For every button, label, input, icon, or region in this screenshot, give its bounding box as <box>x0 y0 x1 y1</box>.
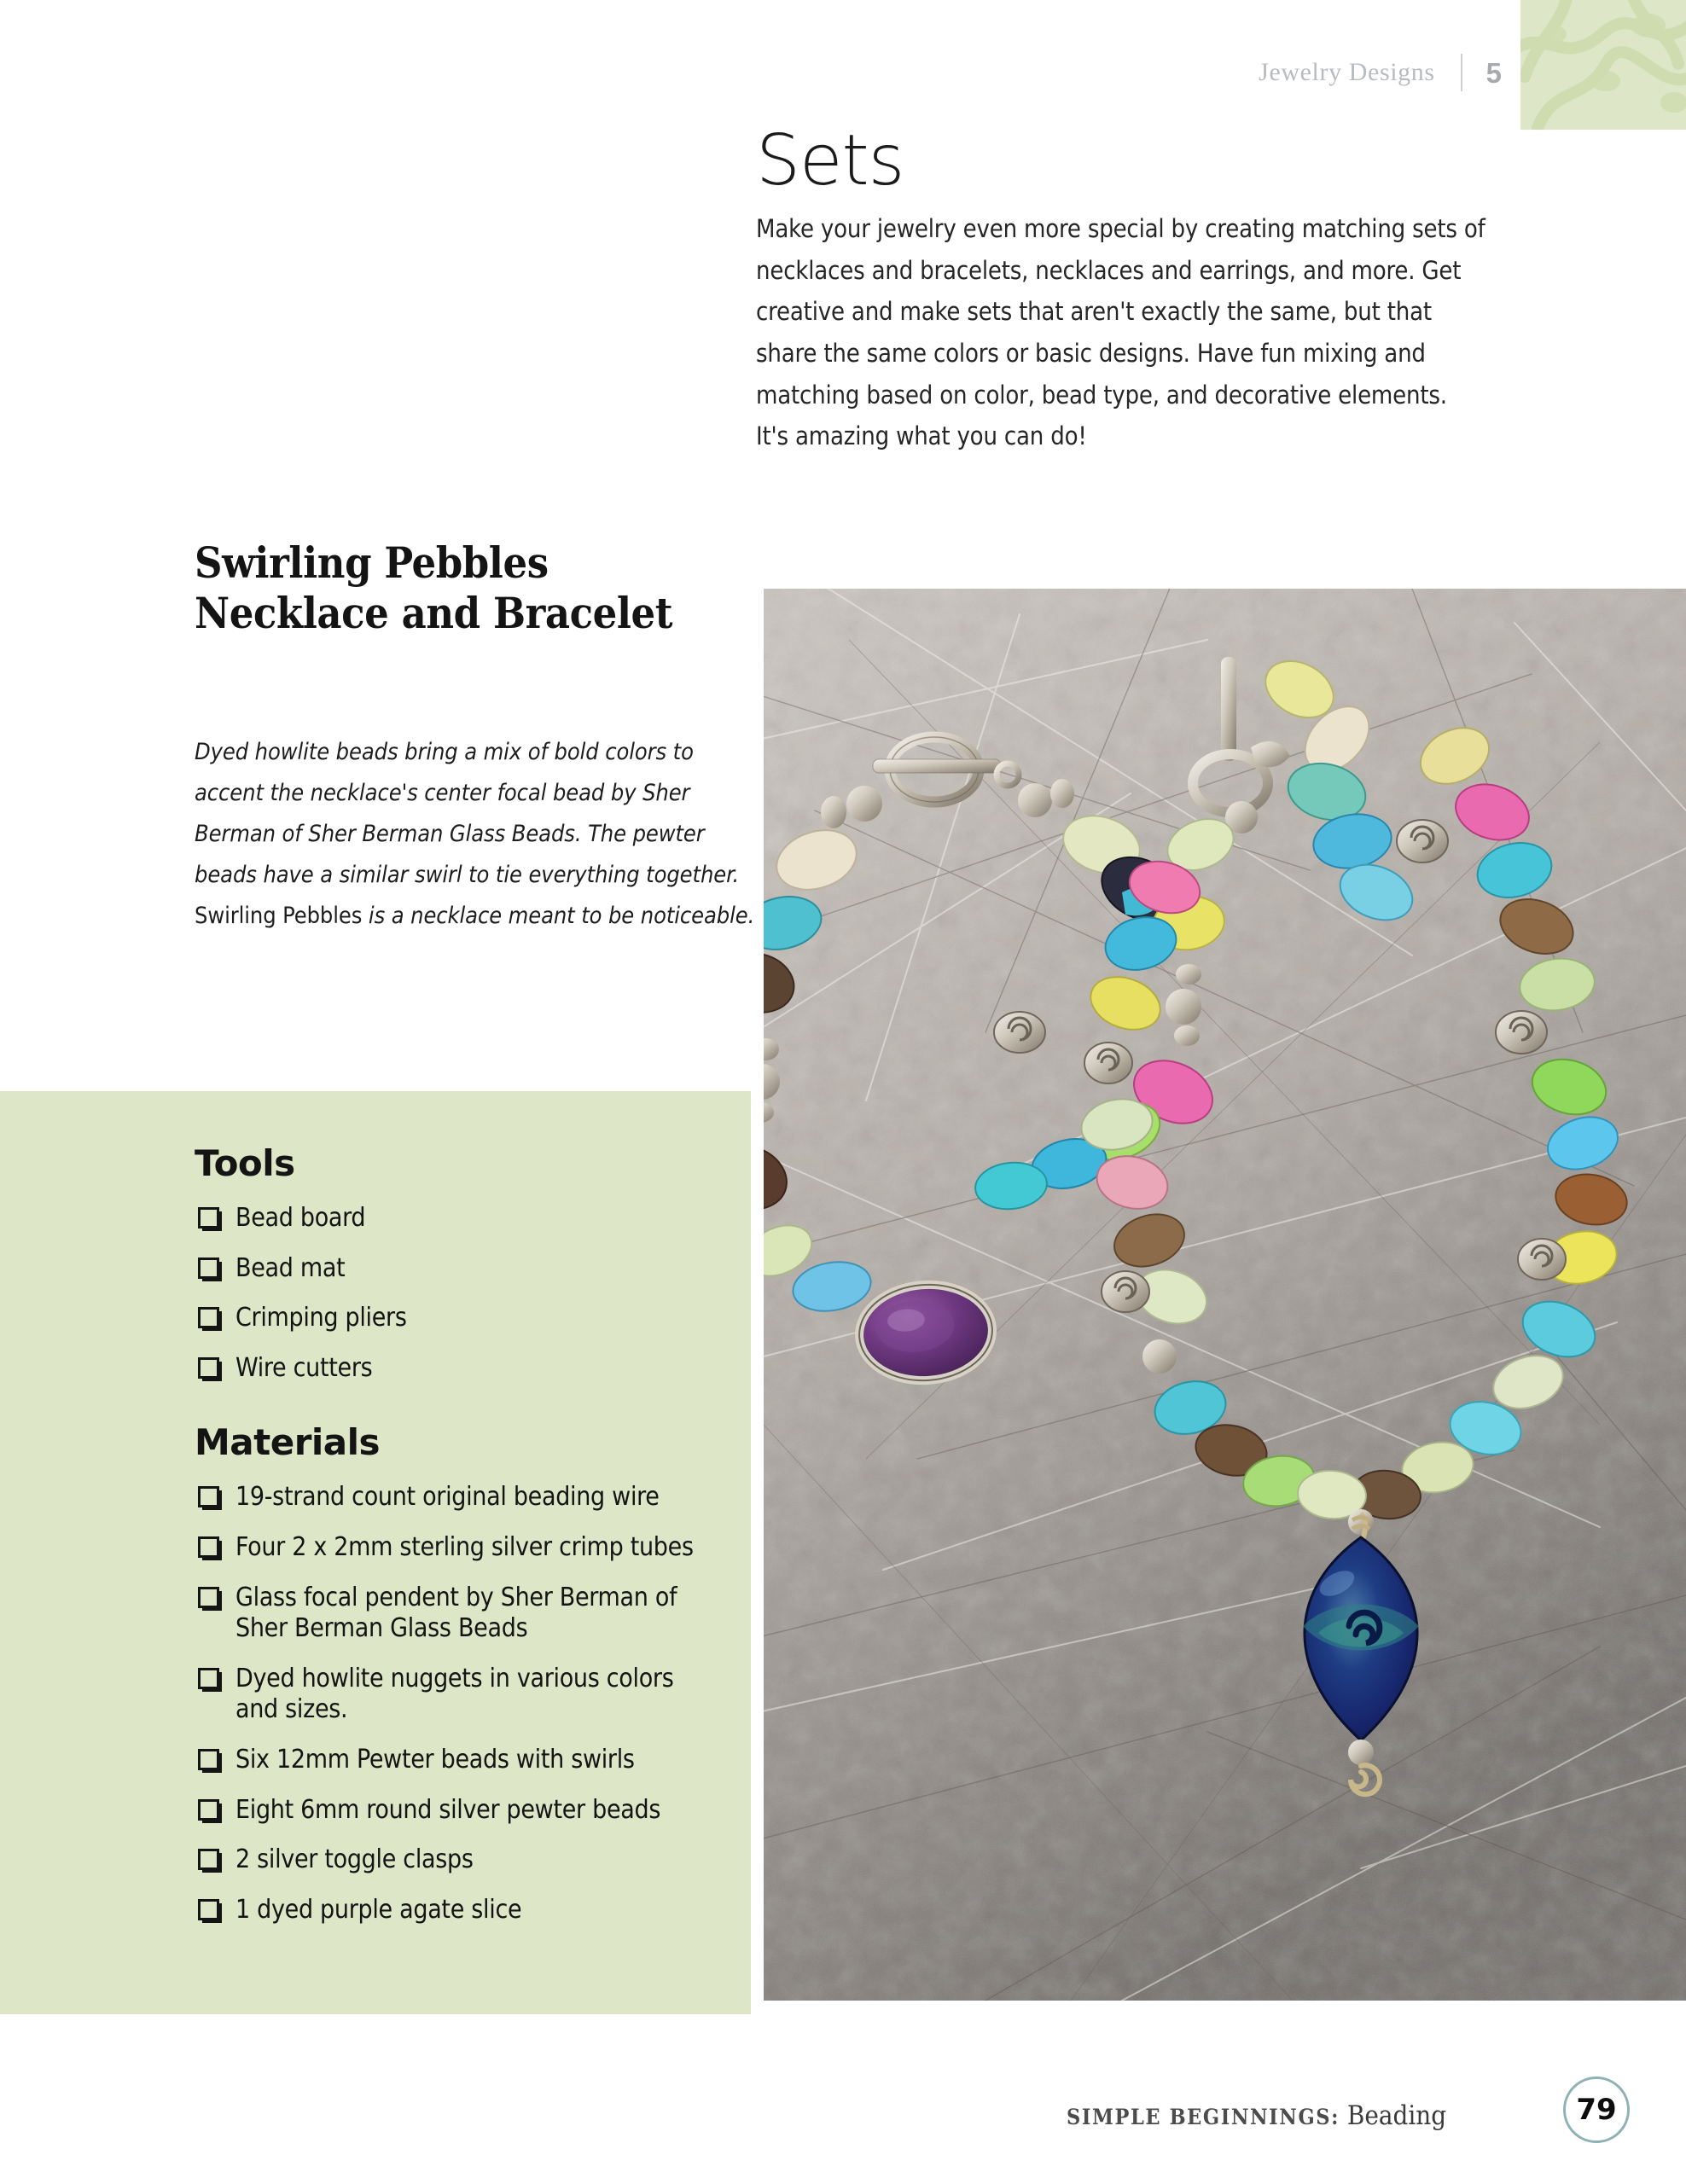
material-label: Six 12mm Pewter beads with swirls <box>235 1744 635 1774</box>
supplies-panel <box>0 1091 751 2014</box>
project-description-name: Swirling Pebbles <box>195 903 363 930</box>
checkbox-icon[interactable] <box>198 1799 219 1821</box>
project-description <box>195 732 758 937</box>
tool-label: Wire cutters <box>235 1352 373 1383</box>
list-item <box>195 1482 700 1513</box>
project-photo <box>764 589 1686 2001</box>
tool-label: Bead board <box>235 1203 366 1233</box>
list-item <box>195 1303 700 1334</box>
project-title <box>195 537 741 638</box>
list-item <box>195 1895 700 1926</box>
material-label: 2 silver toggle clasps <box>235 1844 474 1875</box>
checkbox-icon[interactable] <box>198 1486 219 1507</box>
material-label: 19-strand count original beading wire <box>235 1482 660 1513</box>
project-description-part-2: is a necklace meant to be noticeable. <box>362 903 755 930</box>
checkbox-icon[interactable] <box>198 1587 219 1608</box>
materials-list <box>195 1482 700 1926</box>
material-label: Eight 6mm round silver pewter beads <box>235 1794 661 1825</box>
material-label: Dyed howlite nuggets in various colors and sizes. <box>235 1663 674 1725</box>
tools-list <box>195 1203 700 1384</box>
running-header-divider <box>1461 54 1462 91</box>
corner-decorative-swatch <box>1520 0 1686 130</box>
checkbox-icon[interactable] <box>198 1536 219 1558</box>
tools-heading: Tools <box>195 1142 295 1184</box>
page-number: 79 <box>1576 2093 1617 2127</box>
section-intro-paragraph: Make your jewelry even more special by creating matching sets of necklaces and bracelets, necklaces and earrings, and more. Get creative and make sets that aren't exactly the same, but that share the same colors or basic designs. Have fun mixing and matching based on color, bead type, and decorative elements. It's amazing what you can do! <box>756 213 1485 451</box>
list-item <box>195 1795 700 1827</box>
page-number-badge <box>1563 2077 1630 2143</box>
list-item <box>195 1664 700 1726</box>
footer-series-title: Beading <box>1340 2100 1447 2131</box>
list-item <box>195 1353 700 1385</box>
checkbox-icon[interactable] <box>198 1668 219 1689</box>
material-label: Glass focal pendent by Sher Berman of Sher Berman Glass Beads <box>235 1582 677 1644</box>
checkbox-icon[interactable] <box>198 1357 219 1379</box>
list-item <box>195 1745 700 1776</box>
section-opener <box>756 120 1498 457</box>
tool-label: Crimping pliers <box>235 1303 407 1333</box>
project-description-part-1: Dyed howlite beads bring a mix of bold colors to accent the necklace's center focal bead by Sher Berman of Sher Berman Glass Beads. The pewter beads have a similar swirl to tie everything together. <box>195 739 740 889</box>
list-item <box>195 1203 700 1234</box>
running-header-section: Jewelry Designs <box>1259 58 1435 86</box>
checkbox-icon[interactable] <box>198 1849 219 1870</box>
checkbox-icon[interactable] <box>198 1749 219 1770</box>
section-title: Sets <box>756 120 904 201</box>
tool-label: Bead mat <box>235 1252 346 1283</box>
running-header-chapter-number: 5 <box>1485 56 1502 89</box>
list-item <box>195 1253 700 1285</box>
checkbox-icon[interactable] <box>198 1307 219 1328</box>
running-header <box>853 51 1502 94</box>
material-label: 1 dyed purple agate slice <box>235 1894 522 1925</box>
footer-series-line <box>1067 2100 1446 2131</box>
checkbox-icon[interactable] <box>198 1207 219 1228</box>
project-title-line-1: Swirling Pebbles <box>195 537 549 588</box>
list-item <box>195 1844 700 1876</box>
checkbox-icon[interactable] <box>198 1899 219 1920</box>
list-item <box>195 1583 700 1645</box>
footer-series-caps: SIMPLE BEGINNINGS: <box>1067 2105 1340 2129</box>
project-title-line-2: Necklace and Bracelet <box>195 588 673 638</box>
page-footer <box>981 2092 1686 2169</box>
list-item <box>195 1532 700 1564</box>
material-label: Four 2 x 2mm sterling silver crimp tubes <box>235 1531 694 1562</box>
materials-heading: Materials <box>195 1421 381 1464</box>
checkbox-icon[interactable] <box>198 1258 219 1279</box>
